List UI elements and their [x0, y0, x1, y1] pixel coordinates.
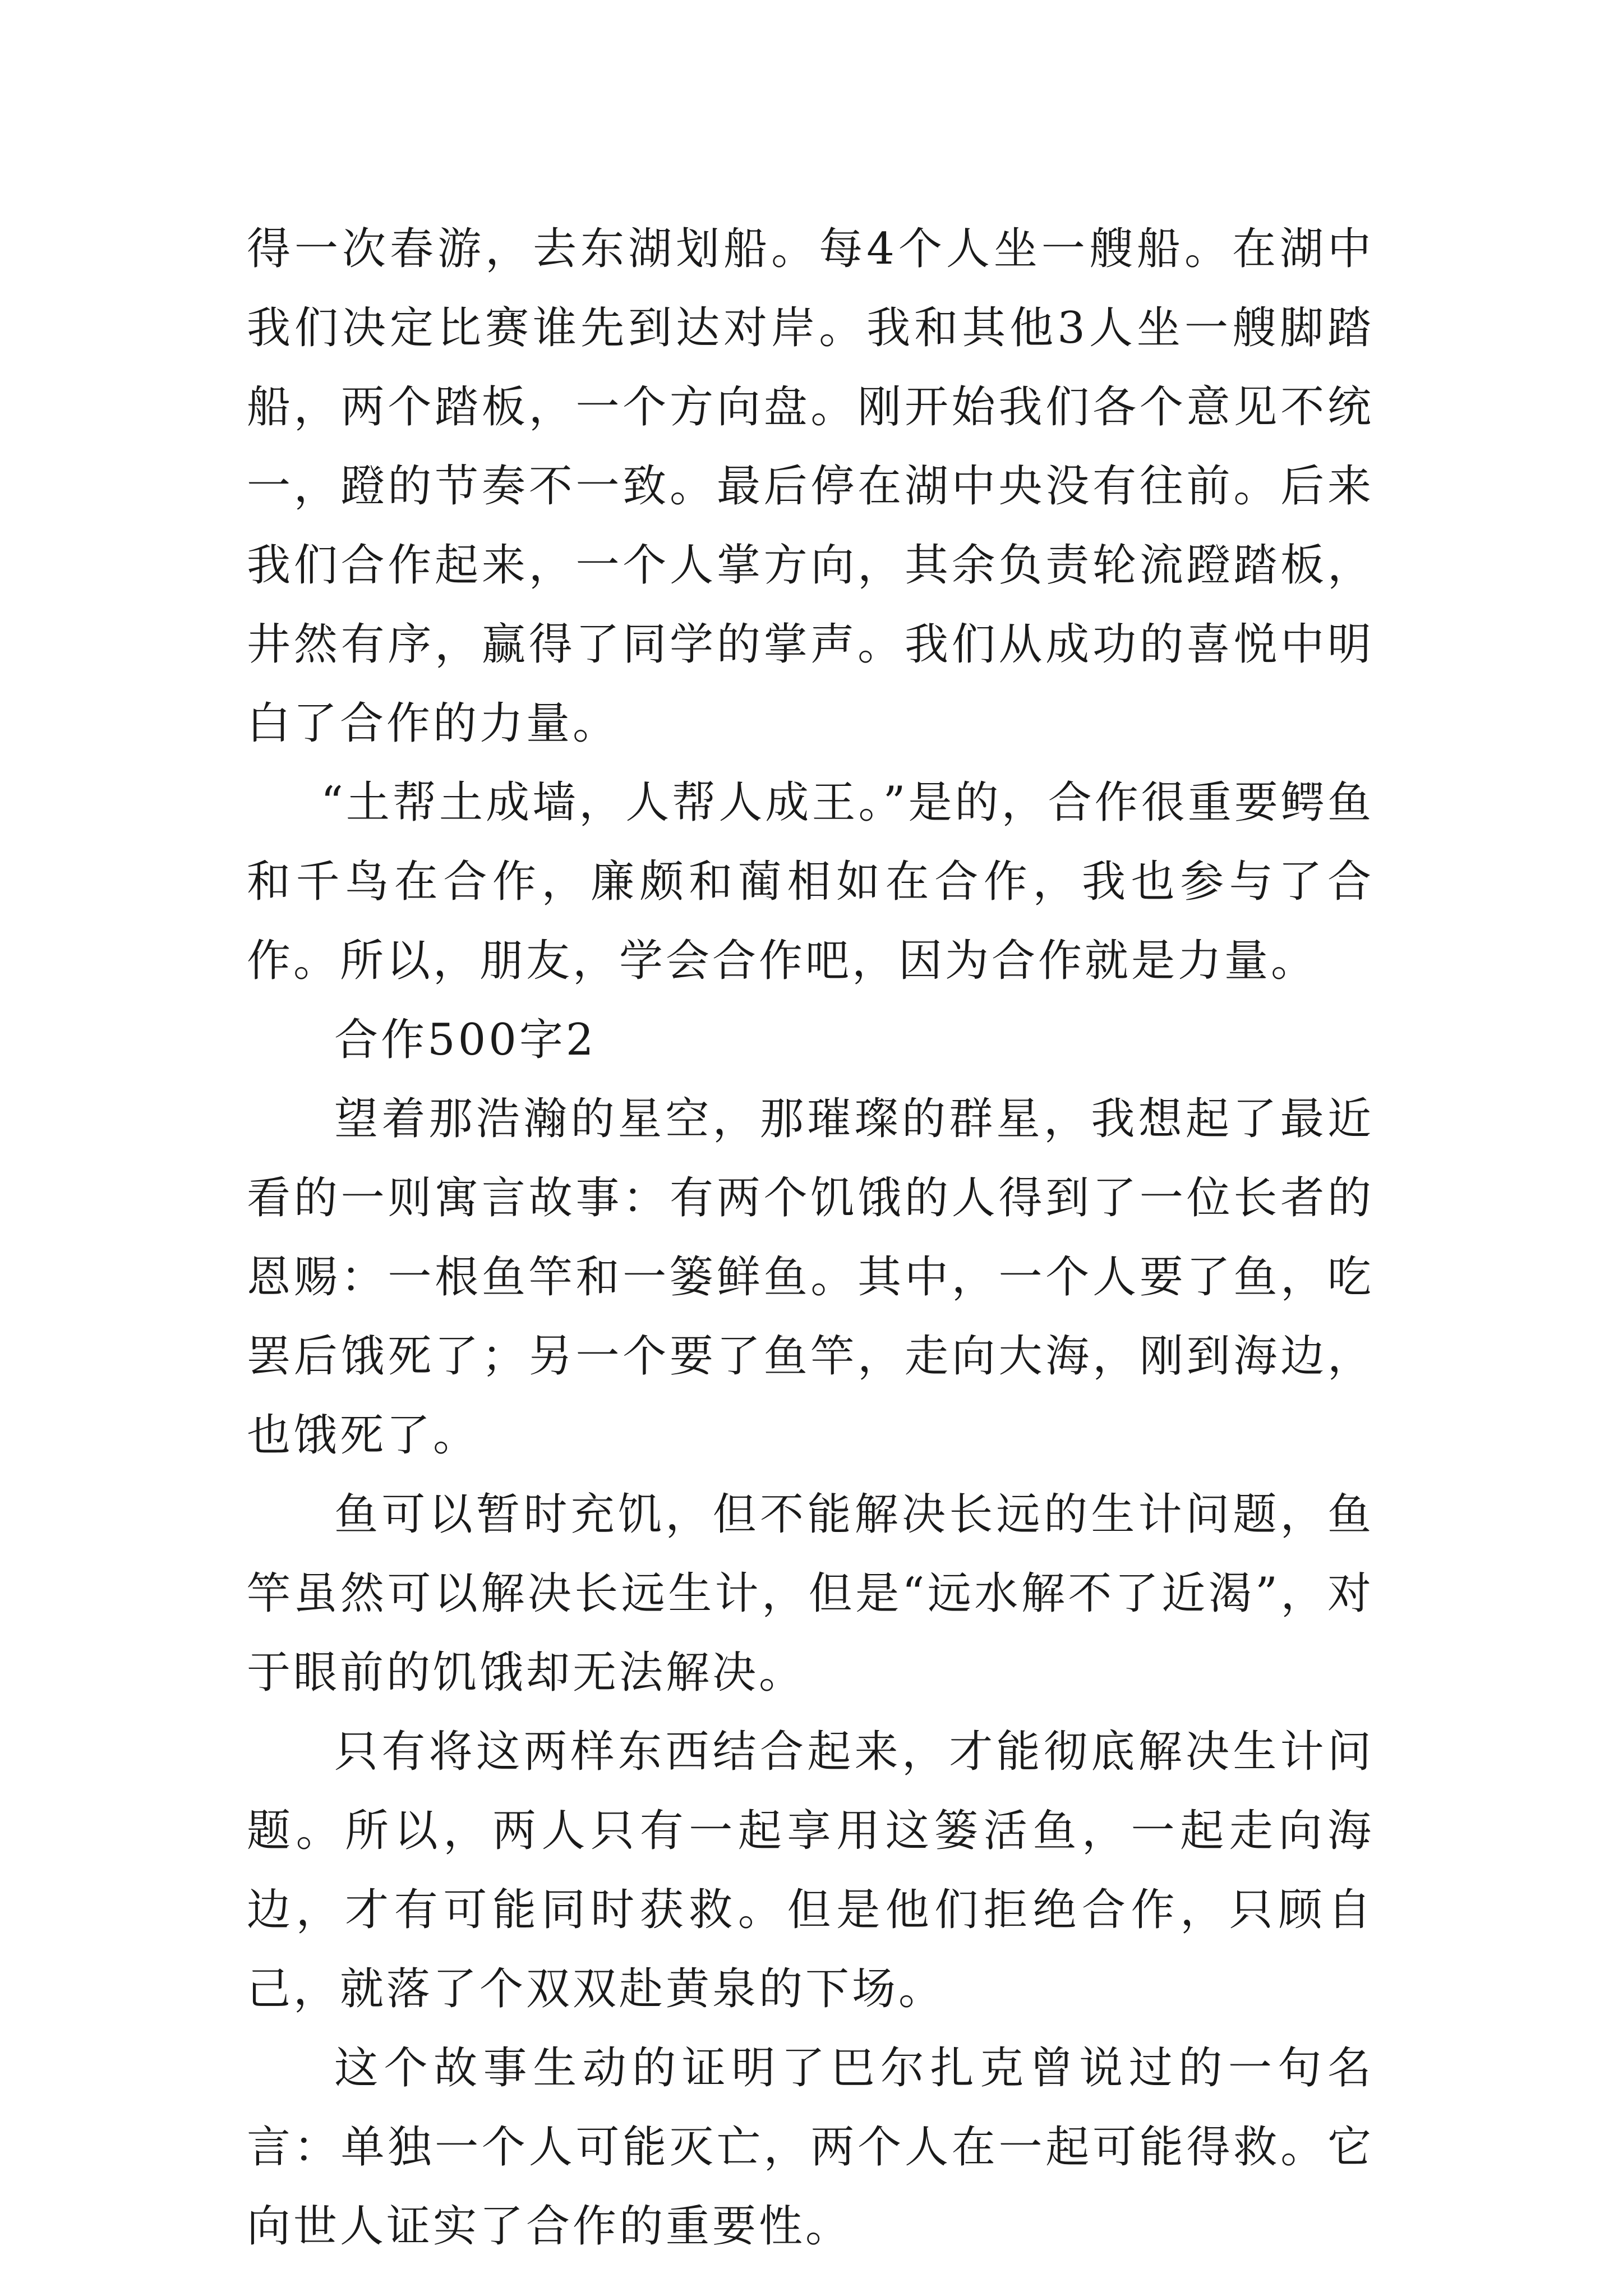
document-body — [247, 210, 1374, 2266]
paragraph-fish-and-rod: 鱼可以暂时充饥，但不能解决长远的生计问题，鱼竿虽然可以解决长远生计，但是“远水解不了近渴”，对于眼前的饥饿却无法解决。 — [247, 1489, 1374, 1698]
section-heading: 合作500字2 — [334, 1015, 597, 1065]
paragraph-balzac-quote: 这个故事生动的证明了巴尔扎克曾说过的一句名言：单独一个人可能灭亡，两个人在一起可能得救。它向世人证实了合作的重要性。 — [247, 2043, 1374, 2252]
paragraph-combine: 只有将这两样东西结合起来，才能彻底解决生计问题。所以，两人只有一起享用这篓活鱼，一起走向海边，才有可能同时获救。但是他们拒绝合作，只顾自己，就落了个双双赴黄泉的下场。 — [247, 1727, 1374, 2014]
paragraph-spring-outing: 得一次春游，去东湖划船。每4个人坐一艘船。在湖中我们决定比赛谁先到达对岸。我和其他3人坐一艘脚踏船，两个踏板，一个方向盘。刚开始我们各个意见不统一，蹬的节奏不一致。最后停在湖中央没有往前。后来我们合作起来，一个人掌方向，其余负责轮流蹬踏板，井然有序，赢得了同学的掌声。我们从成功的喜悦中明白了合作的力量。 — [247, 224, 1374, 749]
paragraph-proverb: “土帮土成墙，人帮人成王。”是的，合作很重要鳄鱼和千鸟在合作，廉颇和蔺相如在合作，我也参与了合作。所以，朋友，学会合作吧，因为合作就是力量。 — [247, 777, 1374, 986]
paragraph-fable: 望着那浩瀚的星空，那璀璨的群星，我想起了最近看的一则寓言故事：有两个饥饿的人得到了一位长者的恩赐：一根鱼竿和一篓鲜鱼。其中，一个人要了鱼，吃罢后饿死了；另一个要了鱼竿，走向大海，刚到海边，也饿死了。 — [247, 1094, 1374, 1461]
